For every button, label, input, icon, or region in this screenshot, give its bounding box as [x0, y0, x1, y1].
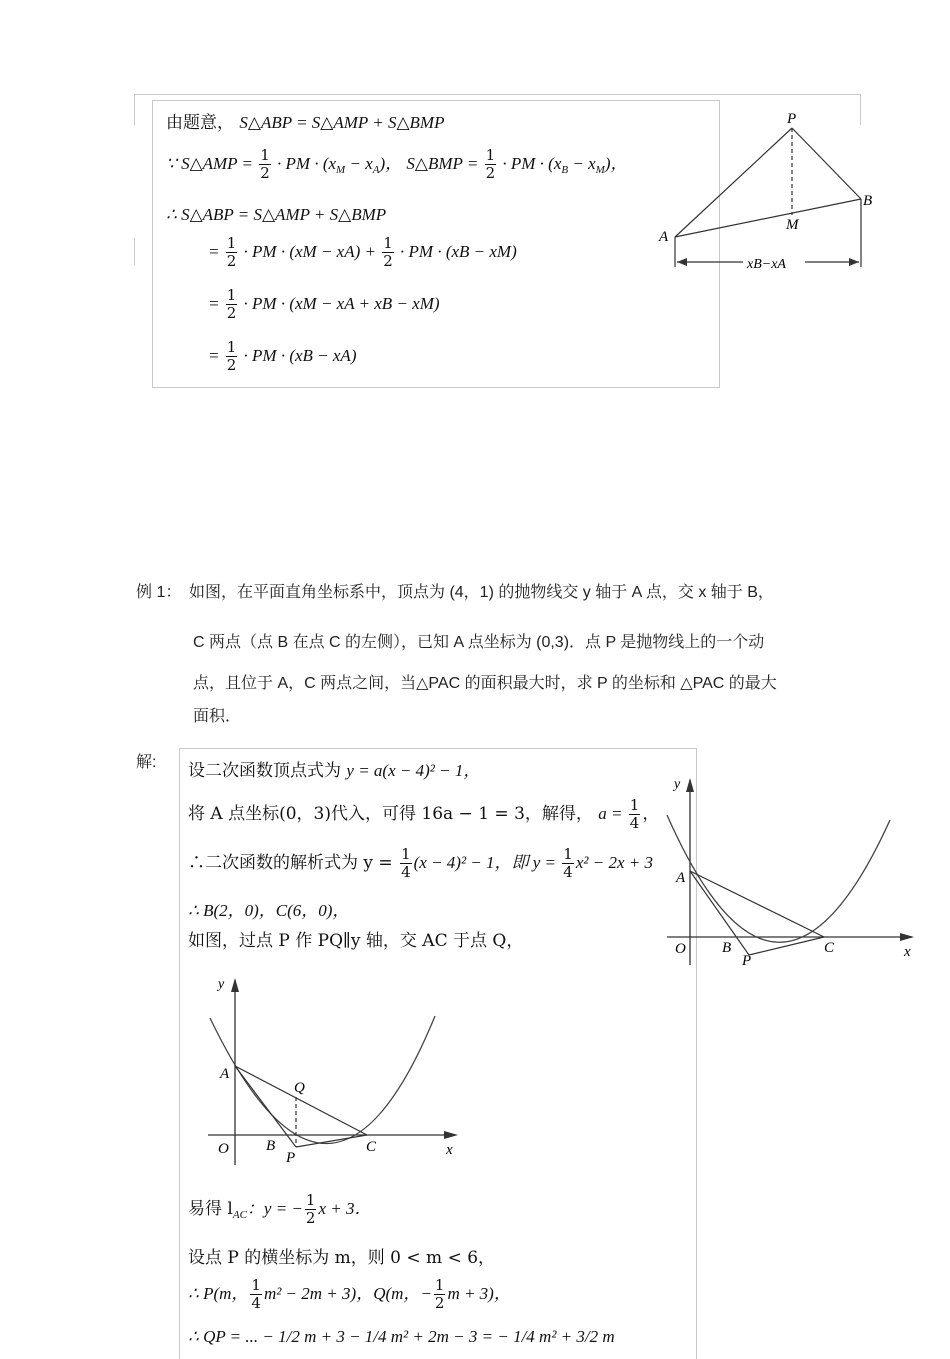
- solution-formula: x² − 2x + 3: [575, 853, 653, 872]
- proof-formula: S△ABP = S△AMP + S△BMP: [239, 113, 445, 132]
- label-C: C: [366, 1139, 377, 1155]
- proof-formula: · PM · (xB − xA): [239, 346, 357, 365]
- proof-formula: )，: [604, 154, 628, 173]
- solution-line-6: [188, 1193, 371, 1226]
- solution-text: 设二次函数顶点式为: [188, 761, 347, 781]
- label-O: O: [218, 1141, 229, 1157]
- denominator: 2: [383, 252, 393, 270]
- proof-formula: · PM · (xB − xM): [395, 242, 517, 261]
- label-x: x: [904, 944, 911, 960]
- example-line-4: 面积．: [193, 708, 242, 725]
- proof-formula: =: [208, 294, 224, 313]
- numerator: 1: [260, 146, 270, 164]
- proof-formula: ∵ S△AMP =: [166, 154, 258, 173]
- solution-line-9-cropped: [188, 1327, 615, 1345]
- solution-line-4: [188, 896, 349, 921]
- denominator: 4: [251, 1294, 261, 1312]
- side-AP: [675, 128, 792, 237]
- proof-line-2: [166, 148, 628, 181]
- label-P: P: [286, 1150, 296, 1166]
- x-axis-arrow: [444, 1131, 458, 1139]
- numerator: 1: [251, 1276, 261, 1294]
- proof-box-side-line: [134, 238, 135, 265]
- subscript: A: [372, 164, 380, 176]
- denominator: 2: [226, 356, 237, 374]
- proof-line-4: [208, 236, 517, 269]
- solution-line-2: [188, 798, 659, 831]
- solution-text: ∴二次函数的解析式为 y =: [188, 853, 399, 873]
- solution-text: ，: [642, 804, 660, 824]
- fraction: [400, 847, 412, 880]
- triangle-figure: [655, 105, 880, 280]
- proof-formula: − x: [345, 154, 373, 173]
- solution-formula: (x − 4)² − 1，即 y =: [413, 853, 561, 872]
- label-y: y: [218, 977, 225, 992]
- solution-text: 将 A 点坐标(0，3)代入，可得 16a − 1 = 3，解得，: [188, 804, 593, 824]
- label-Q: Q: [294, 1080, 305, 1096]
- solution-formula: y = a(x − 4)² − 1，: [346, 761, 481, 780]
- denominator: 2: [485, 164, 496, 182]
- denominator: 4: [563, 863, 573, 881]
- proof-formula: · PM · (xM − xA + xB − xM): [239, 294, 440, 313]
- arrowhead-left: [677, 258, 687, 266]
- example-line-3: 点，且位于 A，C 两点之间，当△PAC 的面积最大时，求 P 的坐标和 △PAC 的最大: [193, 675, 777, 692]
- example-line-2: C 两点（点 B 在点 C 的左侧），已知 A 点坐标为 (0,3)．点 P 是抛物线上的一个动: [193, 634, 765, 651]
- fraction: [434, 1278, 446, 1311]
- label-B: B: [722, 940, 732, 956]
- proof-formula: =: [208, 346, 224, 365]
- fraction: [382, 236, 394, 269]
- subscript: M: [595, 164, 605, 176]
- example-label: 例 1：: [136, 584, 182, 601]
- denominator: 2: [305, 1209, 316, 1227]
- side-PB: [792, 128, 861, 199]
- numerator: 1: [226, 286, 237, 304]
- solution-formula: ：y = −: [246, 1199, 303, 1218]
- numerator: 1: [434, 1276, 445, 1294]
- fraction: [259, 148, 271, 181]
- label-M: M: [786, 217, 799, 233]
- proof-line-1: [166, 108, 444, 133]
- y-axis-arrow: [231, 978, 239, 992]
- solution-formula: ∴ B(2，0)，C(6，0)，: [188, 901, 350, 920]
- fraction: [562, 847, 574, 880]
- denominator: 4: [401, 863, 411, 881]
- proof-text: 由题意，: [166, 113, 234, 133]
- numerator: 1: [401, 845, 411, 863]
- solution-line-3: [188, 847, 653, 880]
- fraction: [485, 148, 497, 181]
- x-axis-arrow: [900, 933, 914, 941]
- label-P: P: [787, 111, 797, 127]
- example-line-1: 如图，在平面直角坐标系中，顶点为 (4，1) 的抛物线交 y 轴于 A 点，交 x 轴于 B，: [189, 584, 774, 601]
- label-y: y: [674, 777, 681, 792]
- parabola-figure-pq: [200, 970, 465, 1170]
- solution-text: 如图，过点 P 作 PQ∥y 轴，交 AC 于点 Q，: [188, 931, 524, 951]
- label-C: C: [824, 940, 835, 956]
- proof-formula: · PM · (xM − xA) +: [239, 242, 381, 261]
- subscript: AC: [232, 1209, 247, 1221]
- y-axis-arrow: [686, 778, 694, 792]
- numerator: 1: [383, 234, 393, 252]
- label-B: B: [863, 193, 873, 209]
- fraction: [226, 340, 238, 373]
- proof-line-3: [166, 205, 386, 225]
- segment-AP: [690, 871, 749, 955]
- label-A: A: [220, 1066, 230, 1082]
- solution-formula: ∴ P(m，: [188, 1284, 249, 1303]
- numerator: 1: [563, 845, 573, 863]
- denominator: 2: [226, 304, 237, 322]
- label-x: x: [446, 1142, 453, 1158]
- solution-formula: m² − 2m + 3)，Q(m，−: [263, 1284, 432, 1303]
- fraction: [250, 1278, 262, 1311]
- segment-AC: [235, 1066, 367, 1135]
- solution-formula: x + 3．: [318, 1199, 372, 1218]
- numerator: 1: [226, 338, 237, 356]
- subscript: M: [336, 164, 346, 176]
- numerator: 1: [629, 796, 640, 814]
- label-width: xB−xA: [747, 257, 786, 272]
- numerator: 1: [305, 1191, 316, 1209]
- subscript: B: [561, 164, 569, 176]
- parabola-curve: [667, 815, 890, 942]
- label-P: P: [742, 953, 752, 969]
- proof-formula: =: [208, 242, 224, 261]
- label-A: A: [659, 229, 669, 245]
- denominator: 2: [434, 1294, 445, 1312]
- arrowhead-right: [849, 258, 859, 266]
- segment-PC: [296, 1135, 367, 1147]
- solution-formula: a =: [598, 804, 627, 823]
- denominator: 2: [260, 164, 270, 182]
- parabola-figure-right: [662, 770, 920, 970]
- proof-formula: ∴ S△ABP = S△AMP + S△BMP: [166, 205, 387, 224]
- solution-formula: ∴ QP = ... − 1/2 m + 3 − 1/4 m² + 2m − 3 = − 1/4 m² + 3/2 m: [188, 1327, 615, 1345]
- solution-text: 设点 P 的横坐标为 m，则 0 < m < 6，: [188, 1248, 496, 1268]
- proof-line-5: [208, 288, 440, 321]
- parabola-curve: [210, 1016, 435, 1144]
- solution-label: 解:: [136, 754, 157, 771]
- solution-line-5: [188, 926, 523, 951]
- segment-AC: [690, 871, 824, 937]
- side-AB: [675, 199, 861, 237]
- fraction: [226, 236, 238, 269]
- solution-formula: m + 3)，: [447, 1284, 511, 1303]
- label-O: O: [675, 941, 686, 957]
- proof-formula: )， S△BMP =: [379, 154, 483, 173]
- solution-line-7: [188, 1243, 495, 1268]
- proof-formula: · PM · (x: [498, 154, 562, 173]
- fraction: [629, 798, 641, 831]
- solution-line-8: [188, 1278, 511, 1311]
- fraction: [305, 1193, 317, 1226]
- label-B: B: [266, 1138, 276, 1154]
- numerator: 1: [226, 234, 237, 252]
- label-A: A: [676, 870, 686, 886]
- solution-text: 易得 l: [188, 1199, 233, 1219]
- fraction: [226, 288, 238, 321]
- proof-formula: − x: [568, 154, 596, 173]
- numerator: 1: [485, 146, 496, 164]
- solution-line-1: [188, 756, 480, 781]
- denominator: 2: [226, 252, 237, 270]
- segment-PC: [749, 937, 824, 955]
- proof-line-6: [208, 340, 356, 373]
- denominator: 4: [629, 814, 640, 832]
- proof-formula: · PM · (x: [272, 154, 337, 173]
